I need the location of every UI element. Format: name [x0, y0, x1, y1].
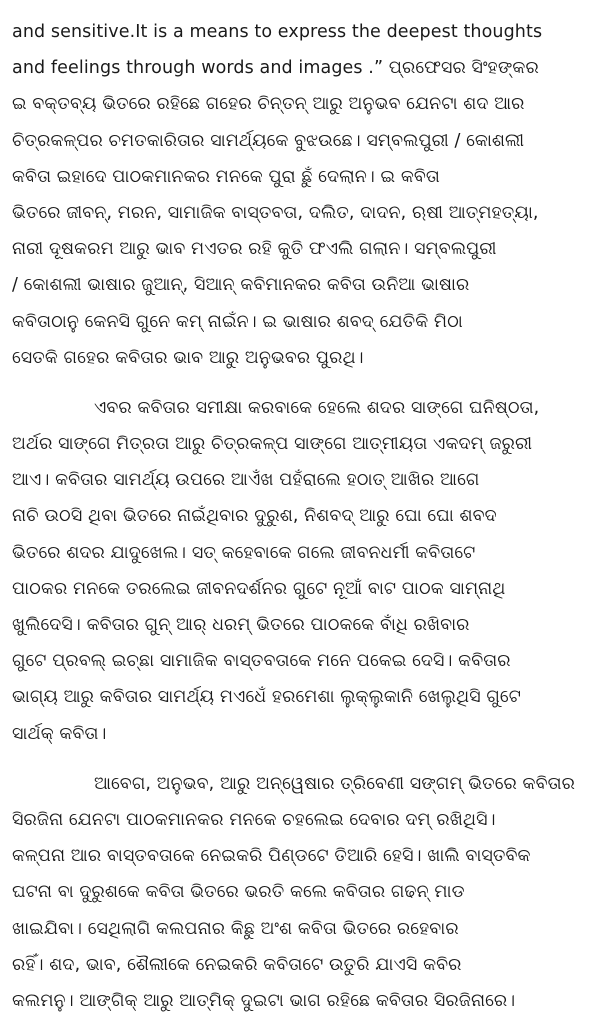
text-line: ସାର୍ଥକ୍ କବିତା।	[12, 723, 107, 744]
text-line: ନାରୀ ଦୂଷକରମ ଆରୁ ଭାବ ମଏତର ରହି କୁତି ଫଏଲି ଗଲାନ। ସମ୍ବଲପୁରୀ	[12, 239, 497, 260]
text-line: ଭିତରେ ଜୀବନ୍, ମରନ, ସାମାଜିକ ବାସ୍ତବତା, ଦଲିତ, ଦାଦନ, ଋଷୀ ଆତ୍ମହତ୍ୟା,	[12, 202, 539, 223]
text-line: ଖାଇଯିବା। ସେଥିଲାଗି କଲପନାର କିଛୁ ଅଂଶ କବିତା ଭିତରେ ରହେବାର	[12, 918, 459, 939]
text-line: ରହିଁ। ଶଦ, ଭାବ, ଶୈଲୀକେ ନେଇକରି କବିତାଟେ ଉତୁରି ଯାଏସି କବିର	[12, 954, 462, 975]
text-line: କବିତା ଇହାଦେ ପାଠକମାନକର ମନକେ ପୁରା ଛୁଁ ଦେଲାନ। ଇ କବିତା	[12, 166, 440, 187]
text-line: ଭିତରେ ଶଦର ଯାଦୁଖେଲ। ସତ୍ କହେବାକେ ଗଲେ ଜୀବନଧର୍ମୀ କବିତାଟେ	[12, 542, 476, 563]
text-line: ଅର୍ଥର ସାଙ୍ଗେ ମିତ୍ରତା ଆରୁ ଚିତ୍ରକଳ୍ପ ସାଙ୍ଗେ ଆତ୍ମୀୟତା ଏକଦମ୍ ଜରୁରୀ	[12, 434, 533, 455]
text-line: ସିରଜିନା ଯେନଟା ପାଠକମାନକର ମନକେ ଚହଲେଇ ଦେବାର ଦମ୍ ରଖିଥିସି।	[12, 809, 496, 830]
text-line: ଖୁଲିଦେସି। କବିତାର ଗୁନ୍ ଆର୍ ଧରମ୍ ଭିତରେ ପାଠକକେ ବାଁଧି ରଖିବାର	[12, 615, 470, 635]
text-line: ଚିତ୍ରକଳ୍ପର ଚମତକାରିତାର ସାମର୍ଥ୍ୟକେ ବୁଝଉଛେ। ସମ୍ବଲପୁରୀ / କୋଶଲୀ	[12, 130, 525, 151]
text-line: ସେତକି ଗହେର କବିତାର ଭାବ ଆରୁ ଅନୁଭବର ପୁରଥି।	[12, 347, 364, 368]
text-line: ଇ ବକ୍ତବ୍ୟ ଭିତରେ ରହିଛେ ଗହେର ଚିନ୍ତନ୍ ଆରୁ ଅନୁଭବ ଯେନଟା ଶଦ ଆର	[12, 94, 525, 115]
text-line: କଳ୍ପନା ଆର ବାସ୍ତବତାକେ ନେଇକରି ପିଣ୍ଡଟେ ତିଆରି ହେସି। ଖାଲି ବାସ୍ତବିକ	[12, 846, 531, 867]
paragraph-3	[12, 766, 588, 1019]
text-line: and sensitive.It is a means to express the deepest thoughts	[12, 22, 543, 42]
text-line: ଘଟନା ବା ଦୁରୁଶକେ କବିତା ଭିତରେ ଭରତି କଲେ କବିତାର ଗଢନ୍ ମାଡ	[12, 882, 465, 903]
text-line: ଗୁଟେ ପ୍ରବଲ୍ ଇଚ୍ଛା ସାମାଜିକ ବାସ୍ତବତାକେ ମନେ ପକେଇ ଦେସି। କବିତାର	[12, 651, 511, 672]
text-line: କବିତାଠାନୁ କେନସି ଗୁନେ କମ୍ ନାଇଁନ। ଇ ଭାଷାର ଶବଦ୍ ଯେତିକି ମିଠା	[12, 311, 463, 332]
text-line: ନାଚି ଉଠସି ଥିବା ଭିତରେ ନାଇଁଥିବାର ଦୁରୁଶ, ନିଶବଦ୍ ଆରୁ ଘୋ ଘୋ ଶବଦ	[12, 506, 497, 527]
paragraph-spacer	[12, 752, 588, 766]
text-line: କଲମନୁ। ଆଙ୍ଗିକ୍ ଆରୁ ଆତ୍ମିକ୍ ଦୁଇଟା ଭାଗ ରହିଛେ କବିତାର ସିରଜିନାରେ।	[12, 990, 516, 1011]
text-line: ଆବେଗ, ଅନୁଭବ, ଆରୁ ଅନ୍ୱେଷାର ତ୍ରିବେଣୀ ସଙ୍ଗମ୍ ଭିତରେ କବିତାର	[94, 773, 575, 794]
text-line: and feelings through words and images .” ପ୍ରଫେସର ସିଂହଙ୍କର	[12, 58, 539, 79]
text-line: ପାଠକର ମନକେ ତରଲେଇ ଜୀବନଦର୍ଶନର ଗୁଟେ ନୂଆଁ ବାଟ ପାଠକ ସାମ୍ନାଥି	[12, 578, 506, 599]
text-line: / କୋଶଲୀ ଭାଷାର ଜୁଆନ୍, ସିଆନ୍ କବିମାନକର କବିତା ଉନିଆ ଭାଷାର	[12, 275, 470, 296]
text-line: ଭାଗ୍ୟ ଆରୁ କବିତାର ସାମର୍ଥ୍ୟ ମଏଧେଁ ହରମେଶା ଲୁକ୍‌ଲୁକାନି ଖେଲୁଥିସି ଗୁଟେ	[12, 687, 521, 708]
text-line: ଆଏ। କବିତାର ସାମର୍ଥ୍ୟ ଉପରେ ଆଏଁଖ ପହଁରାଲେ ହଠାତ୍ ଆଖିର ଆଗେ	[12, 470, 480, 491]
paragraph-spacer	[12, 376, 588, 390]
paragraph-2	[12, 390, 588, 752]
text-line: ଏବର କବିତାର ସମୀକ୍ଷା କରବାକେ ହେଲେ ଶଦର ସାଙ୍ଗେ ଘନିଷ୍ଠତା,	[94, 397, 540, 418]
paragraph-1	[12, 14, 588, 376]
